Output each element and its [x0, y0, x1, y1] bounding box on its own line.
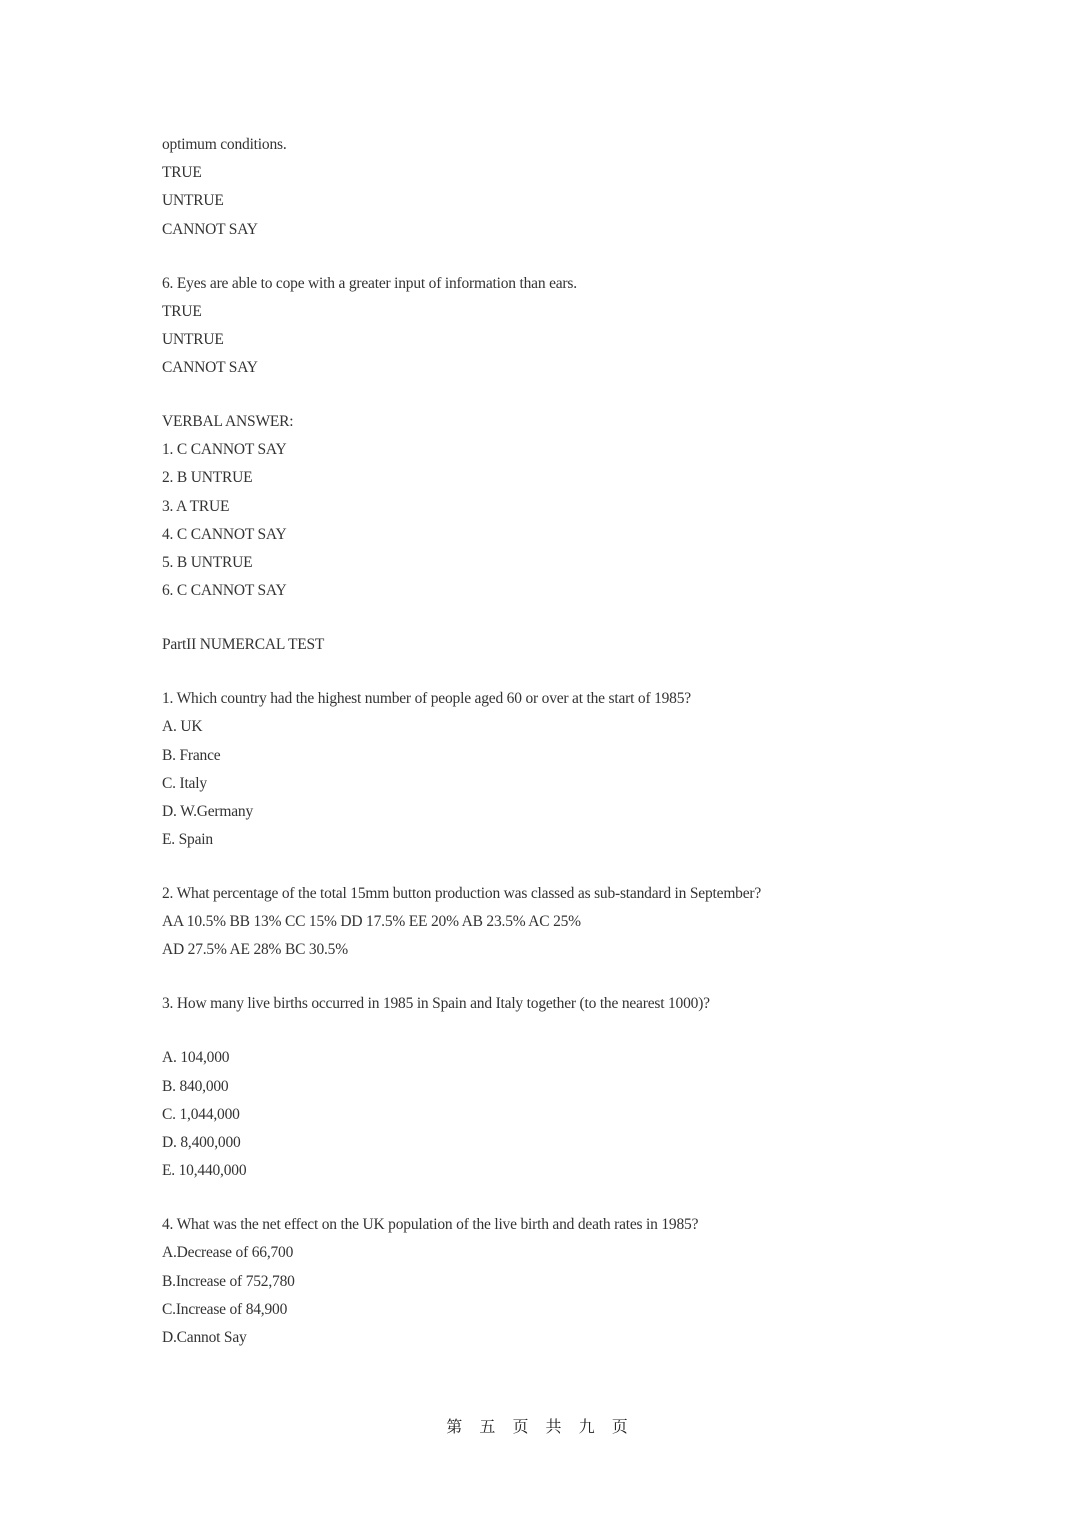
spacer	[162, 605, 1022, 631]
answer-options-line: AD 27.5% AE 28% BC 30.5%	[162, 941, 348, 959]
continuation-text: optimum conditions.	[162, 136, 287, 153]
option-cannot-say: CANNOT SAY	[162, 359, 258, 377]
answer-option: B.Increase of 752,780	[162, 1272, 295, 1290]
option-true: TRUE	[162, 164, 202, 182]
answer-option: C. 1,044,000	[162, 1105, 240, 1123]
answer-option: C. Italy	[162, 774, 207, 792]
numerical-question-4: 4. What was the net effect on the UK population of the live birth and death rates in 1985?	[162, 1216, 699, 1234]
answer-option: D.Cannot Say	[162, 1328, 247, 1346]
spacer	[162, 659, 1022, 685]
document-body	[162, 131, 1022, 1352]
answer-option: D. 8,400,000	[162, 1134, 241, 1152]
page-number-footer: 第 五 页 共 九 页	[446, 1417, 634, 1436]
answer-option: A. UK	[162, 718, 203, 736]
option-untrue: UNTRUE	[162, 192, 224, 210]
spacer	[162, 854, 1022, 880]
numerical-question-3: 3. How many live births occurred in 1985 in Spain and Italy together (to the nearest 1000)?	[162, 995, 710, 1013]
part2-heading: PartII NUMERCAL TEST	[162, 636, 325, 654]
answer-option: B. 840,000	[162, 1077, 229, 1095]
numerical-question-1: 1. Which country had the highest number of people aged 60 or over at the start of 1985?	[162, 690, 691, 708]
option-untrue: UNTRUE	[162, 330, 224, 348]
answer-option: E. Spain	[162, 831, 213, 849]
option-true: TRUE	[162, 302, 202, 320]
answer-options-line: AA 10.5% BB 13% CC 15% DD 17.5% EE 20% AB 23.5% AC 25%	[162, 913, 581, 931]
verbal-answer-item: 4. C CANNOT SAY	[162, 525, 287, 543]
question-6: 6. Eyes are able to cope with a greater input of information than ears.	[162, 274, 577, 292]
verbal-answer-heading: VERBAL ANSWER:	[162, 413, 294, 431]
spacer	[162, 1185, 1022, 1211]
option-cannot-say: CANNOT SAY	[162, 220, 258, 238]
spacer	[162, 965, 1022, 991]
spacer	[162, 382, 1022, 408]
spacer	[162, 1019, 1022, 1045]
answer-option: A.Decrease of 66,700	[162, 1244, 294, 1262]
answer-option: C.Increase of 84,900	[162, 1300, 288, 1318]
spacer	[162, 244, 1022, 270]
answer-option: D. W.Germany	[162, 802, 254, 820]
verbal-answer-item: 5. B UNTRUE	[162, 554, 253, 572]
answer-option: A. 104,000	[162, 1049, 230, 1067]
verbal-answer-item: 2. B UNTRUE	[162, 469, 253, 487]
verbal-answer-item: 1. C CANNOT SAY	[162, 441, 287, 459]
answer-option: E. 10,440,000	[162, 1162, 247, 1180]
numerical-question-2: 2. What percentage of the total 15mm button production was classed as sub-standard in September?	[162, 885, 762, 903]
verbal-answer-item: 3. A TRUE	[162, 497, 230, 515]
verbal-answer-item: 6. C CANNOT SAY	[162, 582, 287, 600]
answer-option: B. France	[162, 746, 221, 764]
